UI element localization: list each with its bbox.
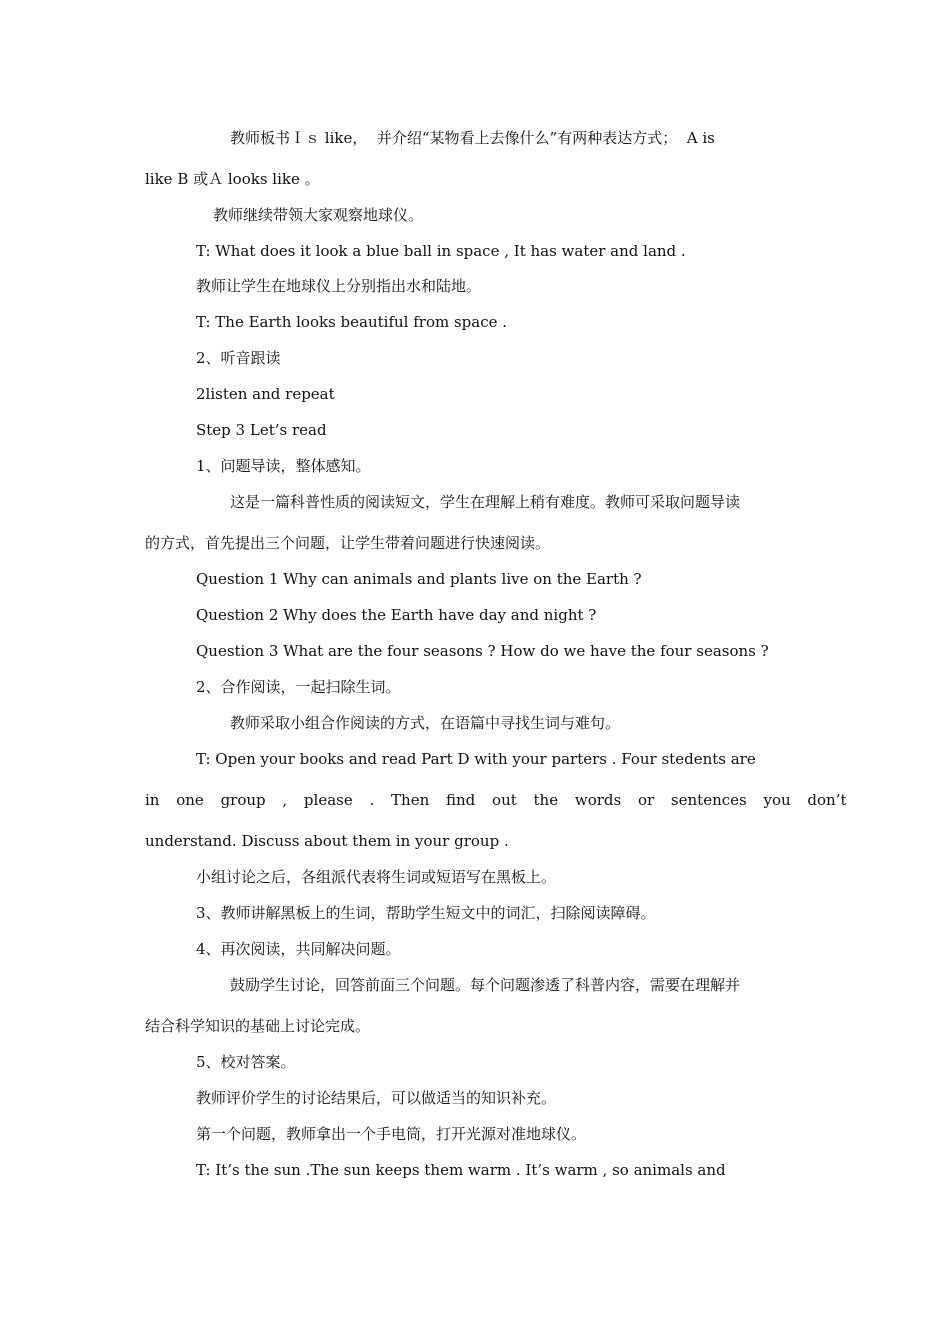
text-line: 2、合作阅读，一起扫除生词。 xyxy=(196,678,401,696)
text-line: in one group , please . Then find out the words or sentences you don’t xyxy=(145,791,847,809)
text-line: T: The Earth looks beautiful from space . xyxy=(196,313,508,331)
text-line: 1、问题导读，整体感知。 xyxy=(196,457,371,475)
text-line: Question 2 Why does the Earth have day and night ? xyxy=(196,606,597,624)
text-line: 教师采取小组合作阅读的方式，在语篇中寻找生词与难句。 xyxy=(230,714,621,732)
text-line: T: What does it look a blue ball in space , It has water and land . xyxy=(196,242,686,260)
text-line: 2listen and repeat xyxy=(196,385,335,403)
text-line: 的方式，首先提出三个问题，让学生带着问题进行快速阅读。 xyxy=(145,534,551,552)
text-line: understand. Discuss about them in your group . xyxy=(145,832,509,850)
text-line: 5、校对答案。 xyxy=(196,1053,296,1071)
text-line: T: It’s the sun .The sun keeps them warm . It’s warm , so animals and xyxy=(196,1161,726,1179)
text-line: T: Open your books and read Part D with your parters . Four stedents are xyxy=(196,750,756,768)
text-line: like B 或Ａ looks like 。 xyxy=(145,170,320,188)
text-line: 结合科学知识的基础上讨论完成。 xyxy=(145,1017,371,1035)
text-line: 鼓励学生讨论，回答前面三个问题。每个问题渗透了科普内容，需要在理解并 xyxy=(230,976,741,994)
text-line: 教师板书Ｉｓ like， 并介绍“某物看上去像什么”有两种表达方式； A is xyxy=(230,129,715,147)
text-line: 小组讨论之后，各组派代表将生词或短语写在黑板上。 xyxy=(196,868,557,886)
text-line: 3、教师讲解黑板上的生词，帮助学生短文中的词汇，扫除阅读障碍。 xyxy=(196,904,656,922)
text-line: 2、听音跟读 xyxy=(196,349,281,367)
text-line: Question 1 Why can animals and plants live on the Earth ? xyxy=(196,570,642,588)
text-line: 这是一篇科普性质的阅读短文，学生在理解上稍有难度。教师可采取问题导读 xyxy=(230,493,741,511)
text-line: Question 3 What are the four seasons ? How do we have the four seasons ? xyxy=(196,642,769,660)
text-line: 教师继续带领大家观察地球仪。 xyxy=(213,206,424,224)
text-line: 4、再次阅读，共同解决问题。 xyxy=(196,940,401,958)
text-line: 第一个问题，教师拿出一个手电筒，打开光源对准地球仪。 xyxy=(196,1125,587,1143)
text-line: Step 3 Let’s read xyxy=(196,421,327,439)
text-line: 教师评价学生的讨论结果后，可以做适当的知识补充。 xyxy=(196,1089,557,1107)
text-line: 教师让学生在地球仪上分别指出水和陆地。 xyxy=(196,277,482,295)
